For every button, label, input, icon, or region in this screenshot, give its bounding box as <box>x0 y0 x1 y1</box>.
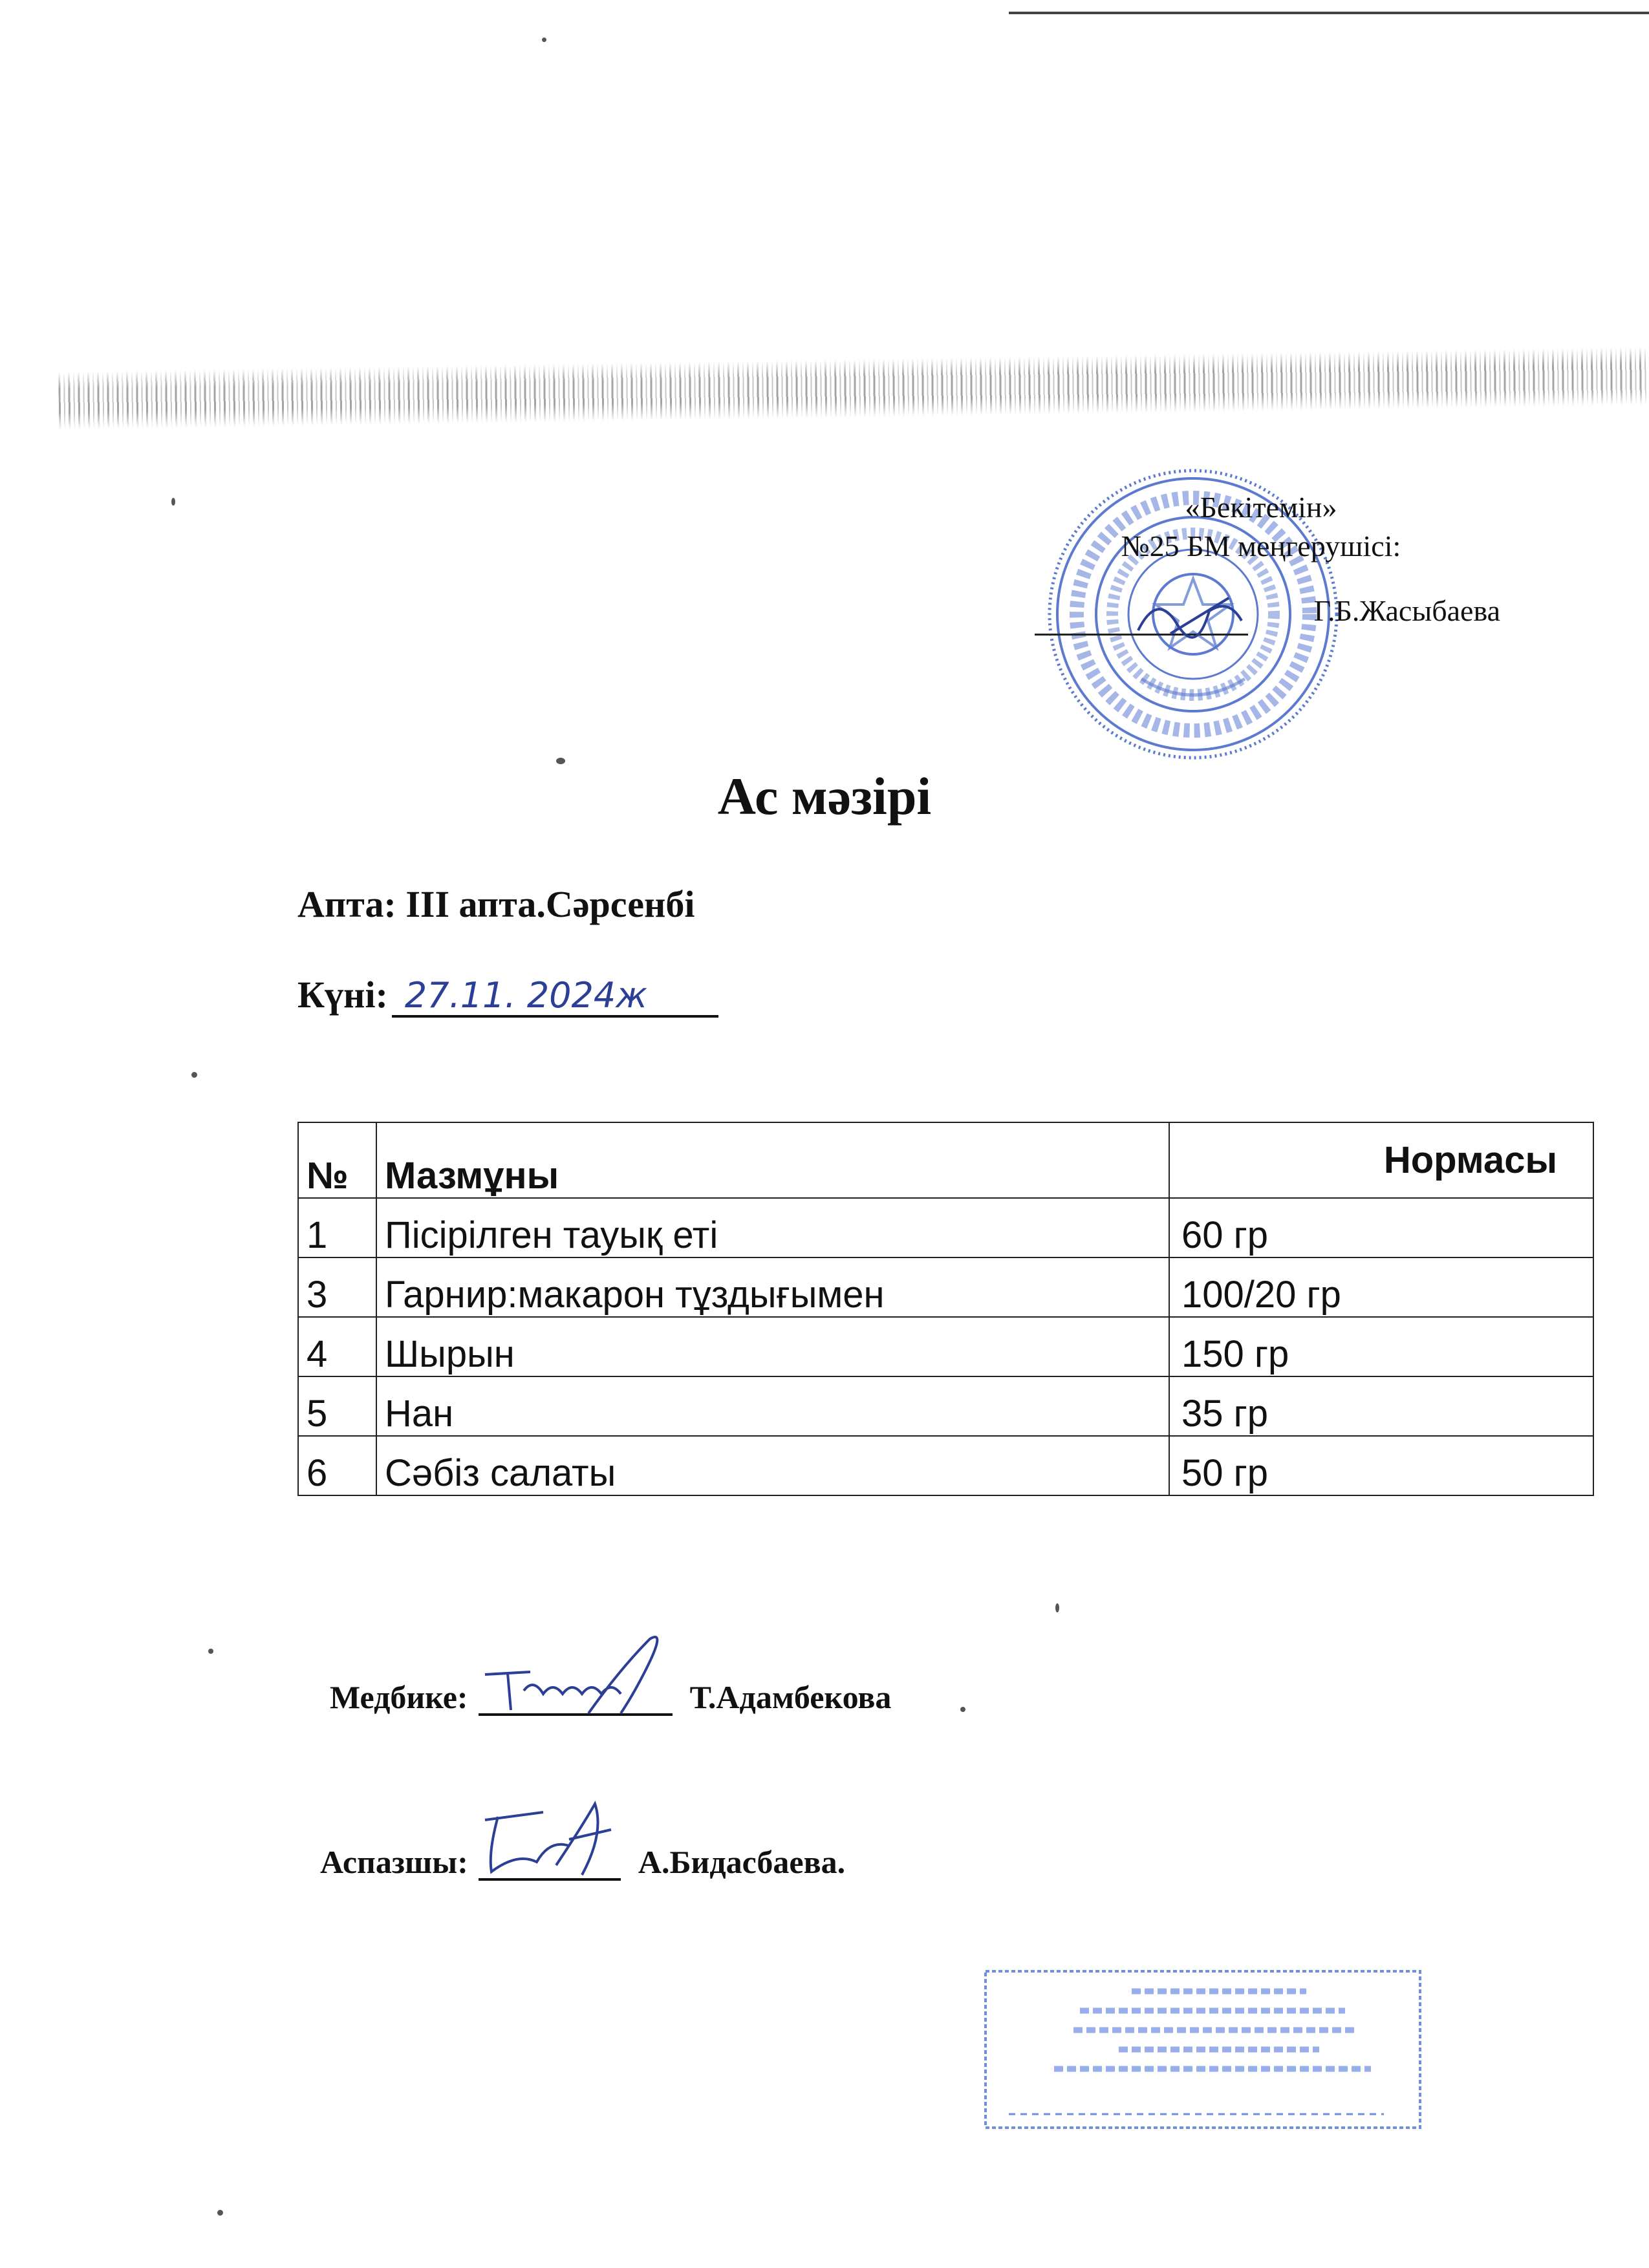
approval-position: №25 БМ меңгерушісі: <box>1121 530 1401 562</box>
cook-signature-row <box>320 1839 845 1881</box>
scan-speck <box>542 37 546 42</box>
row-norm: 35 гр <box>1169 1376 1593 1436</box>
row-dish: Нан <box>376 1376 1169 1436</box>
date-label: Күні: <box>297 974 388 1016</box>
row-number: 4 <box>298 1317 376 1376</box>
page-title: Ас мәзірі <box>717 767 932 826</box>
table-row <box>298 1257 1593 1317</box>
row-number: 1 <box>298 1198 376 1257</box>
nurse-signature-row <box>330 1674 891 1716</box>
scan-speck <box>217 2210 223 2216</box>
header-number: № <box>298 1122 376 1198</box>
date-line <box>297 973 718 1018</box>
scan-speck <box>191 1072 197 1078</box>
date-field: 27.11. 2024ж <box>392 976 718 1018</box>
cook-label: Аспазшы: <box>320 1844 468 1880</box>
scan-speck <box>960 1707 965 1712</box>
week-label: Апта: <box>297 883 396 925</box>
approval-block <box>1035 488 1500 627</box>
scan-speck <box>171 498 175 506</box>
nurse-signature-line <box>479 1674 673 1716</box>
table-row <box>298 1436 1593 1495</box>
scan-speck <box>208 1649 213 1654</box>
nurse-label: Медбике: <box>330 1679 468 1715</box>
row-norm: 60 гр <box>1169 1198 1593 1257</box>
row-dish: Шырын <box>376 1317 1169 1376</box>
cook-name: А.Бидасбаева. <box>638 1844 846 1880</box>
week-value: III апта.Сәрсенбі <box>405 883 695 925</box>
row-number: 5 <box>298 1376 376 1436</box>
scan-noise-band <box>58 347 1649 430</box>
scan-speck <box>556 758 565 764</box>
table-row <box>298 1198 1593 1257</box>
approval-director-name: Г.Б.Жасыбаева <box>1313 594 1500 627</box>
table-row <box>298 1376 1593 1436</box>
row-norm: 50 гр <box>1169 1436 1593 1495</box>
director-signature <box>1132 585 1255 643</box>
rectangular-stamp <box>983 1969 1423 2130</box>
scan-speck <box>1055 1603 1059 1612</box>
row-norm: 150 гр <box>1169 1317 1593 1376</box>
row-dish: Сәбіз салаты <box>376 1436 1169 1495</box>
header-norm: Нормасы <box>1169 1122 1593 1198</box>
row-number: 6 <box>298 1436 376 1495</box>
menu-table <box>297 1122 1594 1496</box>
cook-signature <box>472 1794 627 1885</box>
nurse-signature <box>472 1629 679 1720</box>
table-row <box>298 1317 1593 1376</box>
nurse-name: Т.Адамбекова <box>689 1679 892 1715</box>
cook-signature-line <box>479 1839 621 1881</box>
header-content: Мазмұны <box>376 1122 1169 1198</box>
row-dish: Пісірілген тауық еті <box>376 1198 1169 1257</box>
week-line <box>297 883 695 926</box>
approval-heading: «Бекітемін» <box>1185 491 1337 524</box>
table-header-row <box>298 1122 1593 1198</box>
row-norm: 100/20 гр <box>1169 1257 1593 1317</box>
row-dish: Гарнир:макарон тұздығымен <box>376 1257 1169 1317</box>
row-number: 3 <box>298 1257 376 1317</box>
scan-edge-line <box>1009 12 1649 14</box>
